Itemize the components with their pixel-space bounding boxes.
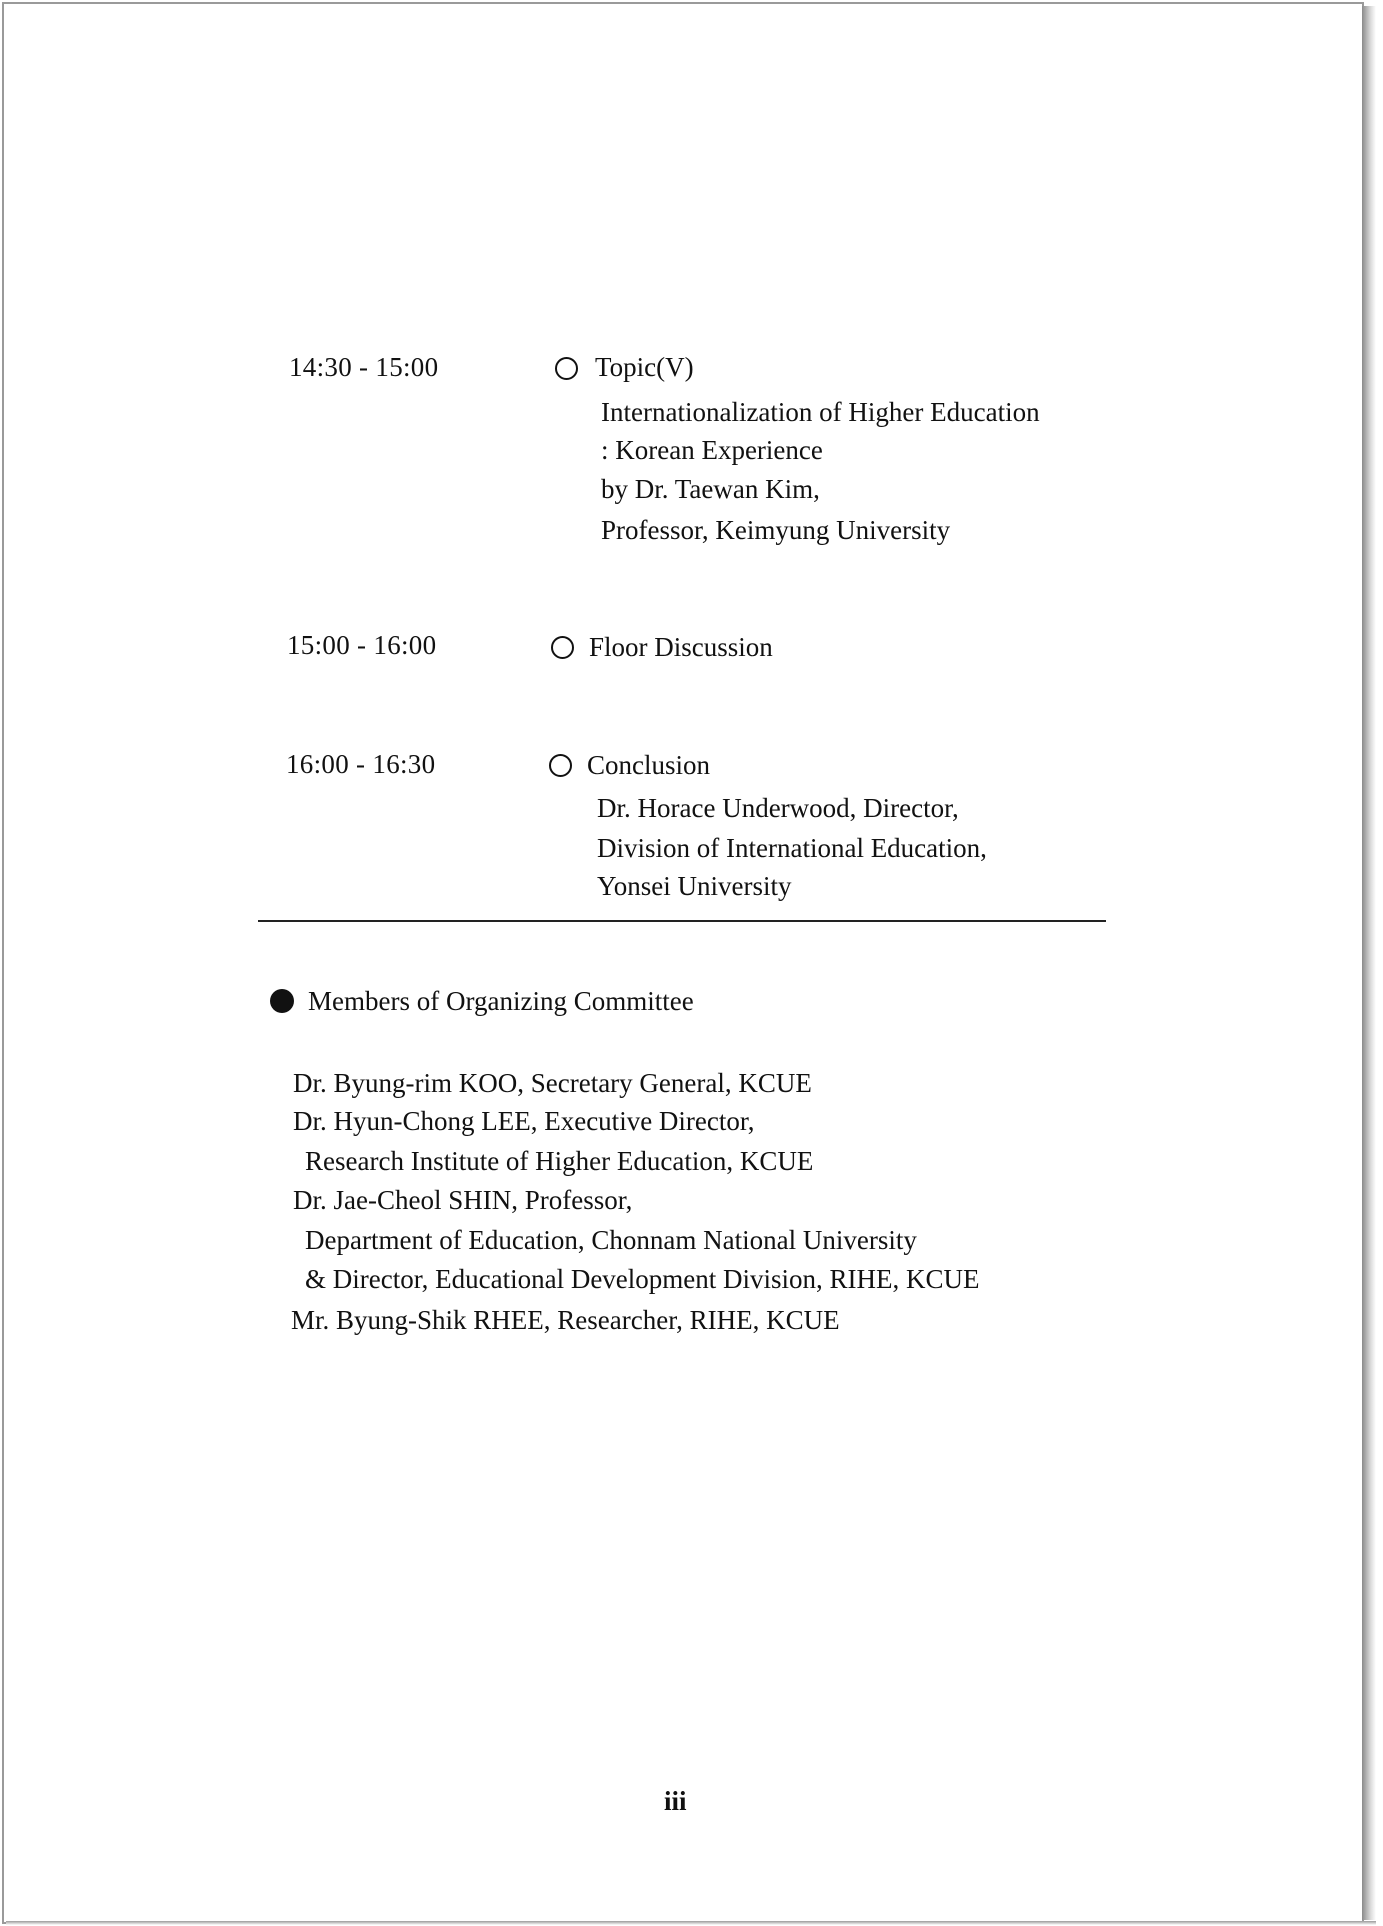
session-time: 15:00 - 16:00 bbox=[287, 630, 437, 660]
session-detail: Professor, Keimyung University bbox=[601, 515, 951, 545]
document-page bbox=[2, 2, 1364, 1924]
committee-member-line: Mr. Byung-Shik RHEE, Researcher, RIHE, KCUE bbox=[291, 1305, 840, 1335]
committee-member-line: Department of Education, Chonnam National University bbox=[305, 1225, 917, 1255]
page-edge-shadow bbox=[1362, 6, 1376, 1920]
session-detail: : Korean Experience bbox=[601, 435, 823, 465]
committee-member-line: Dr. Byung-rim KOO, Secretary General, KCUE bbox=[293, 1068, 812, 1098]
session-title: Topic(V) bbox=[595, 352, 694, 382]
open-circle-bullet-icon bbox=[555, 357, 578, 380]
page-number: iii bbox=[664, 1786, 687, 1816]
open-circle-bullet-icon bbox=[551, 636, 574, 659]
session-detail: Yonsei University bbox=[597, 871, 792, 901]
session-detail: Internationalization of Higher Education bbox=[601, 397, 1040, 427]
session-title: Conclusion bbox=[587, 750, 711, 780]
session-time: 16:00 - 16:30 bbox=[286, 749, 436, 779]
committee-member-line: Research Institute of Higher Education, KCUE bbox=[305, 1146, 814, 1176]
committee-member-line: Dr. Hyun-Chong LEE, Executive Director, bbox=[293, 1106, 755, 1136]
session-time: 14:30 - 15:00 bbox=[289, 352, 439, 382]
session-detail: Dr. Horace Underwood, Director, bbox=[597, 793, 959, 823]
open-circle-bullet-icon bbox=[549, 754, 572, 777]
committee-member-line: Dr. Jae-Cheol SHIN, Professor, bbox=[293, 1185, 633, 1215]
session-detail: Division of International Education, bbox=[597, 833, 987, 863]
section-divider bbox=[258, 920, 1106, 922]
committee-heading: Members of Organizing Committee bbox=[308, 986, 694, 1016]
page-edge-shadow-bottom bbox=[6, 1921, 1376, 1925]
committee-member-line: & Director, Educational Development Division, RIHE, KCUE bbox=[305, 1264, 980, 1294]
filled-circle-bullet-icon bbox=[270, 989, 294, 1013]
session-title: Floor Discussion bbox=[589, 632, 773, 662]
session-detail: by Dr. Taewan Kim, bbox=[601, 474, 820, 504]
